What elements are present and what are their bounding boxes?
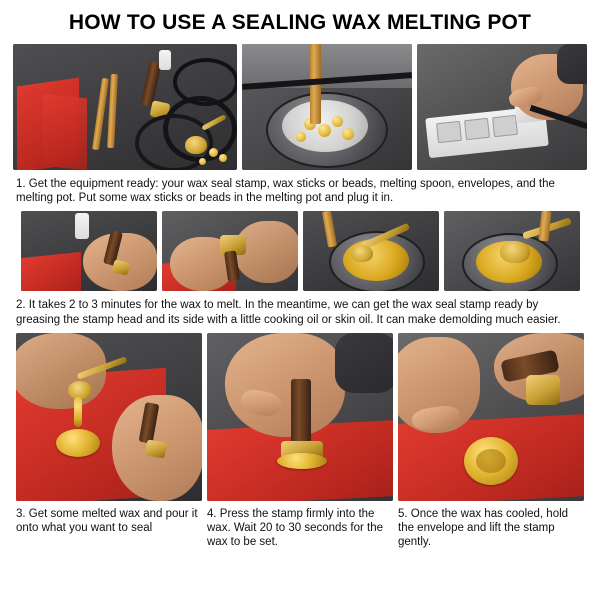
hand xyxy=(225,333,345,437)
stamp-head xyxy=(526,375,560,405)
photo-pot-with-beads xyxy=(242,44,412,170)
photo-melted-wax xyxy=(303,211,439,291)
photo-pour-wax xyxy=(16,333,202,501)
step-3-caption: 3. Get some melted wax and pour it onto what you want to seal xyxy=(16,507,198,535)
seal-emblem xyxy=(476,449,506,473)
stamp-handle xyxy=(291,379,311,443)
step-captions-row xyxy=(16,507,584,550)
step-5-caption: 5. Once the wax has cooled, hold the envelope and lift the stamp gently. xyxy=(398,507,569,549)
wax-bead xyxy=(296,132,306,142)
wax-bead xyxy=(332,116,343,127)
oil-bottle xyxy=(159,50,171,70)
red-envelope-2 xyxy=(43,94,87,170)
step-4-caption: 4. Press the stamp firmly into the wax. Wait 20 to 30 seconds for the wax to be set. xyxy=(207,507,383,549)
melting-spoon xyxy=(500,241,530,263)
photo-row-3 xyxy=(14,333,586,501)
melted-wax xyxy=(343,239,409,281)
power-socket xyxy=(464,118,490,140)
step-1-caption: 1. Get the equipment ready: your wax seal stamp, wax sticks or beads, melting spoon, envelopes, and the melting pot. Put some wax sticks or beads in the melting pot and plug it in. xyxy=(16,178,555,205)
wax-bead xyxy=(209,148,218,157)
sleeve xyxy=(557,44,587,84)
power-socket xyxy=(492,115,518,137)
photo-press-stamp xyxy=(207,333,393,501)
red-paper xyxy=(21,252,81,291)
wax-drip xyxy=(74,397,82,427)
photo-lift-stamp xyxy=(398,333,584,501)
photo-scoop-wax xyxy=(444,211,580,291)
page-title: HOW TO USE A SEALING WAX MELTING POT xyxy=(68,11,532,34)
stamp-head xyxy=(145,439,167,458)
power-cord-3 xyxy=(173,58,237,106)
sleeve xyxy=(335,333,393,393)
melting-spoon xyxy=(185,136,207,154)
poured-wax-pool xyxy=(56,429,100,457)
wax-bead xyxy=(318,124,331,137)
infographic-page xyxy=(0,11,600,611)
wax-bead xyxy=(219,154,227,162)
photo-row-1 xyxy=(14,44,586,170)
melting-spoon xyxy=(351,245,373,262)
melting-spoon xyxy=(68,381,92,399)
wax-bead xyxy=(199,158,206,165)
photo-plug-in xyxy=(417,44,587,170)
power-socket xyxy=(436,121,462,143)
photo-grease-stamp xyxy=(162,211,298,291)
oil-bottle xyxy=(75,213,89,239)
step-2-caption: 2. It takes 2 to 3 minutes for the wax to melt. In the meantime, we can get the wax seal stamp ready by greasing the stamp head and its side with a little cooking oil or skin oil. It can make demolding much easier. xyxy=(16,299,561,326)
photo-row-2 xyxy=(14,211,586,291)
photo-equipment xyxy=(13,44,237,170)
wax-seal xyxy=(277,453,327,469)
photo-oil-bottle xyxy=(21,211,157,291)
wax-bead xyxy=(342,128,354,140)
